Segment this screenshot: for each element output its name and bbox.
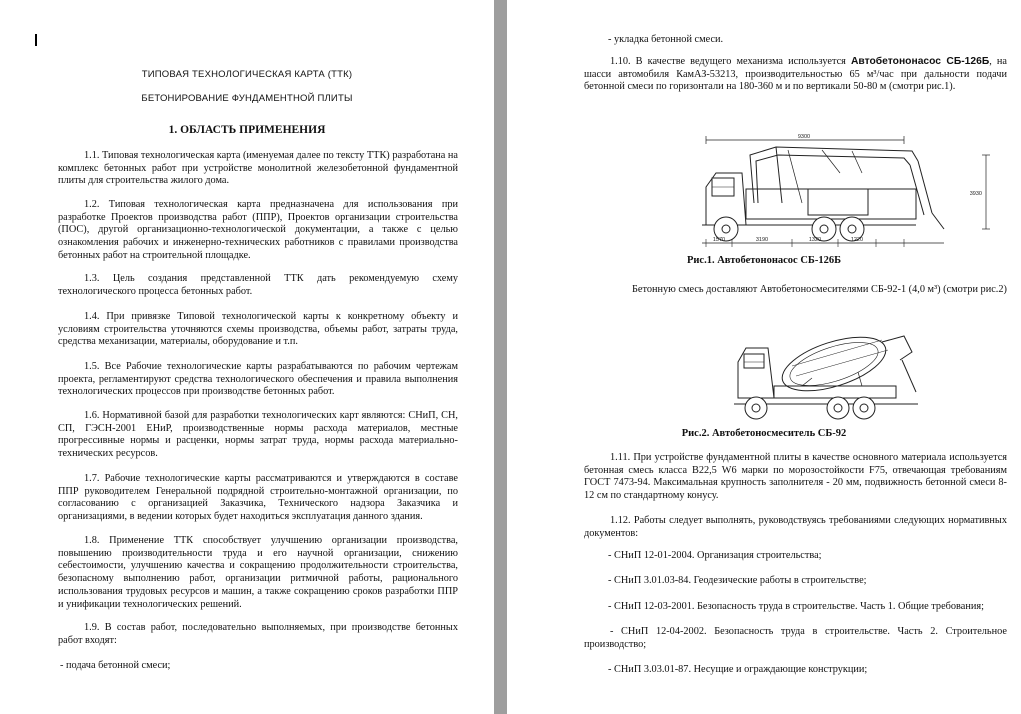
right-page bbox=[507, 0, 1021, 714]
figure-2-caption: Рис.2. Автобетоносмеситель СБ-92 bbox=[681, 428, 847, 439]
norm-list-item: - СНиП 12-04-2002. Безопасность труда в строительстве. Часть 2. Строительное производство; bbox=[584, 626, 1007, 650]
paragraph-1-6: 1.6. Нормативной базой для разработки технологических карт являются: СНиП, СН, СП, ГЭСН-2001 ЕНиР, производственные нормы расхода материалов, местные прогрессивные нормы и расценки, нормы затрат труда, нормы расхода материально-технических ресурсов. bbox=[58, 410, 458, 460]
paragraph-1-9: 1.9. В состав работ, последовательно выполняемых, при производстве бетонных работ входят: bbox=[58, 622, 458, 646]
paragraph-1-1: 1.1. Типовая технологическая карта (именуемая далее по тексту ТТК) разработана на комплекс бетонных работ при устройстве монолитной железобетонной фундаментной плиты для строительства жилого дома. bbox=[58, 150, 459, 187]
list-item: - укладка бетонной смеси. bbox=[608, 34, 724, 45]
dimension-label: 3930 bbox=[969, 191, 982, 197]
section-title: 1. ОБЛАСТЬ ПРИМЕНЕНИЯ bbox=[168, 124, 326, 136]
norm-list-item: - СНиП 12-03-2001. Безопасность труда в строительстве. Часть 1. Общие требования; bbox=[608, 601, 984, 612]
paragraph-1-10-start: 1.10. В качестве ведущего механизма используется bbox=[610, 56, 846, 67]
paragraph-1-11: 1.11. При устройстве фундаментной плиты в качестве основного материала используется бетонная смесь класса В22,5 W6 марки по морозостойкости F75, отвечающая требованиям ГОСТ 7473-94. Максимальная крупность заполнителя - 20 мм, подвижность бетонной смеси 8-12 см по стандартному конусу. bbox=[584, 452, 1007, 502]
document-header-line1: ТИПОВАЯ ТЕХНОЛОГИЧЕСКАЯ КАРТА (ТТК) bbox=[141, 69, 353, 80]
norm-list-item: - СНиП 12-01-2004. Организация строительства; bbox=[608, 550, 822, 561]
paragraph-1-10-end: , на шасси автомобиля КамАЗ-53213, производительностью 65 м³/час при дальности подачи бетонной смеси по горизонтали на 180-360 м и по вертикали 50-80 м (смотри рис.1). bbox=[584, 56, 1007, 93]
figure-1-caption: Рис.1. Автобетононасос СБ-126Б bbox=[686, 255, 842, 266]
dimension-label: 9300 bbox=[797, 134, 811, 140]
paragraph-1-3: 1.3. Цель создания представленной ТТК дать рекомендуемую схему технологического процесса бетонных работ. bbox=[58, 273, 458, 297]
paragraph-1-2: 1.2. Типовая технологическая карта предназначена для использования при разработке Проектов производства работ (ППР), Проектов организации строительства (ПОС), другой организационно-технологической документации, а также с целью ознакомления рабочих и инженерно-технических работников с правилами производства бетонных работ на строительной площадке. bbox=[58, 199, 458, 261]
document-header-line2: БЕТОНИРОВАНИЕ ФУНДАМЕНТНОЙ ПЛИТЫ bbox=[141, 93, 353, 104]
dimension-label: 1570 bbox=[712, 237, 726, 243]
dimension-label: 1220 bbox=[850, 237, 864, 243]
mixer-delivery-text: Бетонную смесь доставляют Автобетоносмесителями СБ-92-1 (4,0 м³) (смотри рис.2) bbox=[632, 284, 1007, 295]
dimension-label: 1320 bbox=[808, 237, 822, 243]
norm-list-item: - СНиП 3.03.01-87. Несущие и ограждающие конструкции; bbox=[608, 664, 868, 675]
paragraph-1-5: 1.5. Все Рабочие технологические карты разрабатываются по рабочим чертежам проекта, регламентируют средства технологического обеспечения и правила выполнения технологических процессов при производстве бетонных работ. bbox=[58, 361, 458, 398]
paragraph-1-4: 1.4. При привязке Типовой технологической карты к конкретному объекту и условиям строительства уточняются схемы производства, объемы работ, затраты труда, средства механизации, материалы, оборудование и т.п. bbox=[58, 311, 458, 348]
paragraph-1-10 bbox=[584, 56, 1007, 94]
concrete-pump-truck-drawing bbox=[692, 133, 992, 251]
norm-list-item: - СНиП 3.01.03-84. Геодезические работы в строительстве; bbox=[608, 575, 867, 586]
paragraph-1-7: 1.7. Рабочие технологические карты рассматриваются и утверждаются в составе ППР руководителем Генеральной подрядной строительно-монтажной организации, по согласованию с организацией Заказчика, Технического надзора Заказчика и организациями, в ведении которых будет находиться эксплуатация данного здания. bbox=[58, 473, 458, 523]
list-item: - подача бетонной смеси; bbox=[60, 660, 171, 671]
concrete-mixer-truck-drawing bbox=[732, 322, 924, 422]
paragraph-1-12: 1.12. Работы следует выполнять, руководствуясь требованиями следующих нормативных документов: bbox=[584, 515, 1007, 539]
left-page bbox=[0, 0, 494, 714]
page-divider bbox=[494, 0, 507, 714]
paragraph-1-8: 1.8. Применение ТТК способствует улучшению организации производства, повышению производительности труда и его научной организации, снижению себестоимости, улучшению качества и сокращению продолжительности строительства, безопасному выполнению работ, организации ритмичной работы, рационального использования трудовых ресурсов и машин, а также сокращению сроков разработки ППР и унификации технологических решений. bbox=[58, 535, 458, 610]
dimension-label: 3190 bbox=[755, 237, 769, 243]
pump-model-name: Автобетононасос СБ-126Б bbox=[850, 56, 990, 67]
text-cursor bbox=[35, 34, 37, 46]
